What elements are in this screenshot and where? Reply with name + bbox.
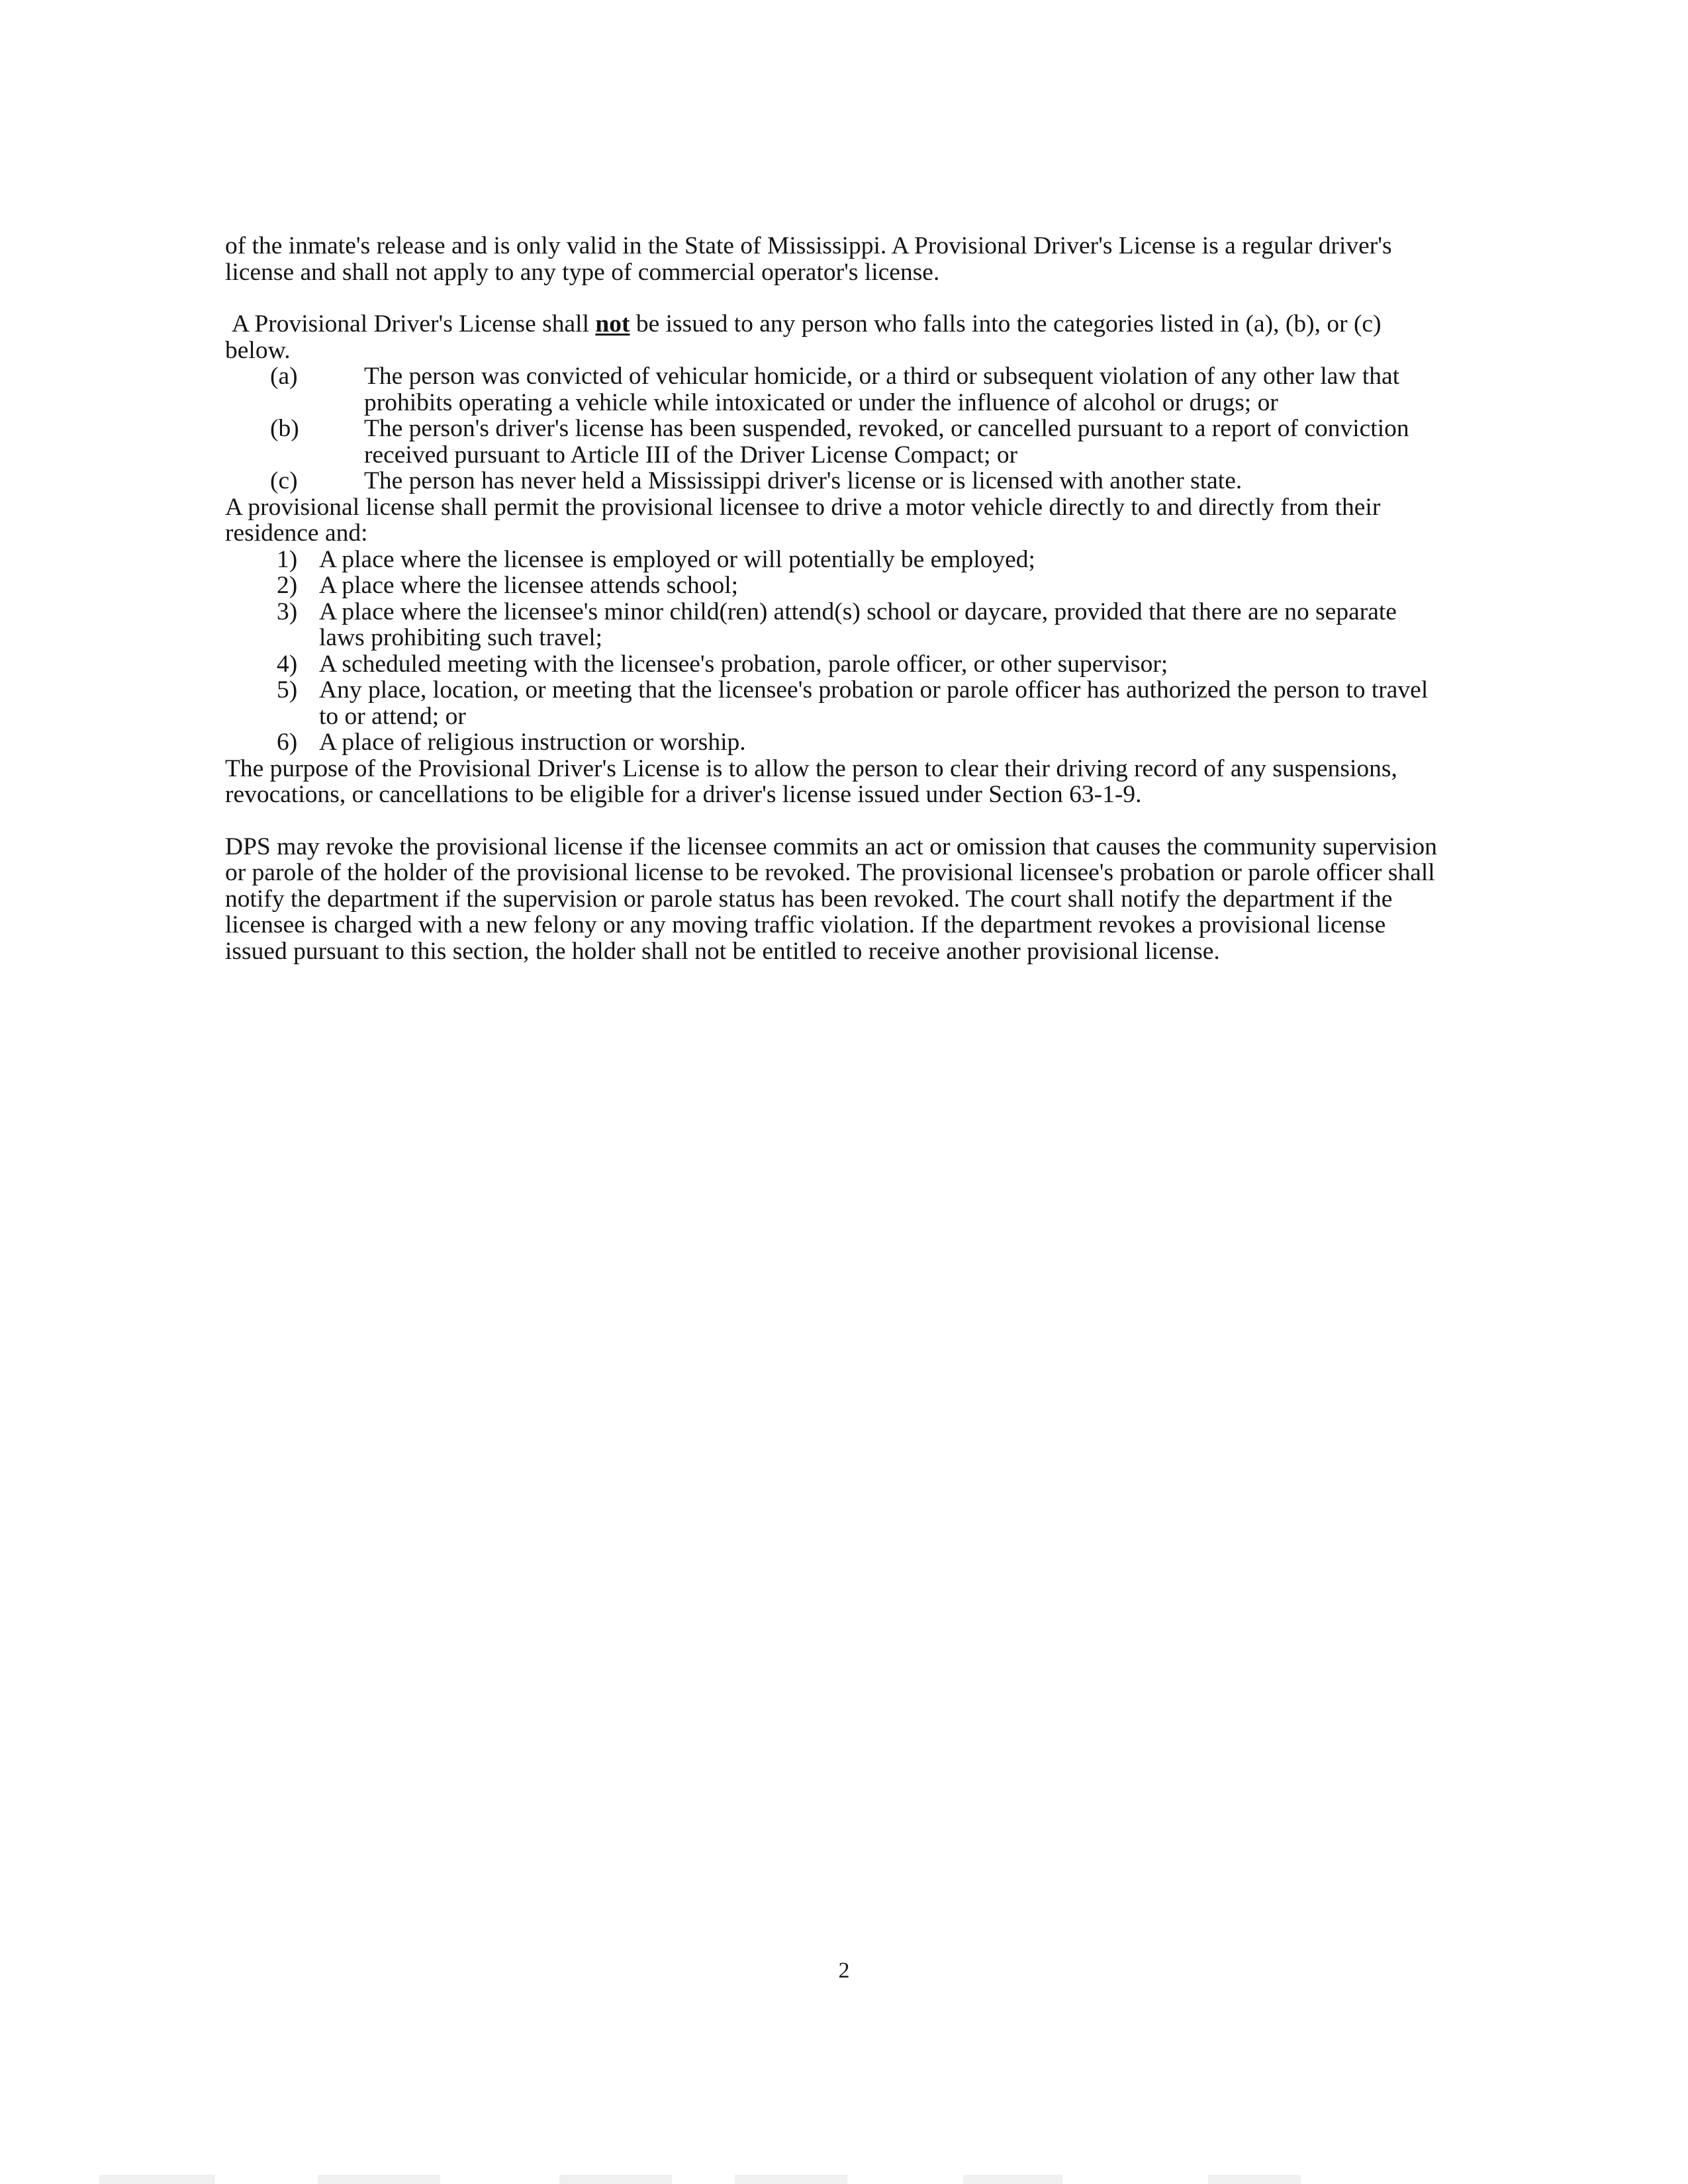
list-marker: 4) [277, 650, 298, 678]
list-marker: (a) [270, 363, 298, 390]
list-item-text: Any place, location, or meeting that the licensee's probation or parole officer has authorized the person to travel to or attend; or [319, 676, 1429, 730]
paragraph-purpose: The purpose of the Provisional Driver's License is to allow the person to clear their driving record of any suspensions, revocations, or cancellations to be eligible for a driver's license issued under Section 63-1-9. [225, 754, 1397, 808]
list-marker: 5) [277, 676, 298, 704]
list-item [225, 599, 1443, 651]
scan-artifact [559, 2175, 672, 2184]
list-item-text: A place where the licensee's minor child(ren) attend(s) school or daycare, provided that there are no separate laws prohibiting such travel; [319, 598, 1397, 651]
page-number: 2 [838, 1958, 850, 1983]
list-marker: 2) [277, 572, 298, 599]
paragraph-opening: of the inmate's release and is only valid in the State of Mississippi. A Provisional Driver's License is a regular driver's license and shall not apply to any type of commercial operator's license. [225, 232, 1392, 286]
list-item [225, 651, 1443, 678]
paragraph-permitted-travel-intro: A provisional license shall permit the provisional licensee to drive a motor vehicle directly to and directly from their residence and: [225, 493, 1381, 547]
list-item-text: The person's driver's license has been suspended, revoked, or cancelled pursuant to a report of conviction received pursuant to Article III of the Driver License Compact; or [364, 415, 1409, 469]
lettered-exclusion-list [225, 363, 1443, 494]
list-item [225, 547, 1443, 573]
list-item-text: A scheduled meeting with the licensee's probation, parole officer, or other supervisor; [319, 650, 1168, 678]
list-item-text: The person was convicted of vehicular homicide, or a third or subsequent violation of any other law that prohibits operating a vehicle while intoxicated or under the influence of alcohol or drugs; or [364, 363, 1400, 416]
list-item [225, 468, 1443, 494]
emphasis-not: not [595, 310, 630, 338]
paragraph-eligibility-intro-prefix: A Provisional Driver's License shall [232, 310, 596, 338]
list-item-text: A place of religious instruction or worship. [319, 729, 746, 756]
list-marker: 6) [277, 729, 298, 756]
list-item [225, 677, 1443, 729]
list-item [225, 416, 1443, 468]
paragraph-eligibility-intro-suffix: be issued to any person who falls into the categories listed in (a), (b), or (c) below. [225, 310, 1382, 364]
list-item-text: A place where the licensee attends school; [319, 572, 739, 599]
list-marker: (b) [270, 415, 299, 442]
paragraph-revocation: DPS may revoke the provisional license if the licensee commits an act or omission that causes the community supervision or parole of the holder of the provisional license to be revoked. The provisional licensee's probation or parole officer shall notify the department if the supervision or parole status has been revoked. The court shall notify the department if the licensee is charged with a new felony or any moving traffic violation. If the department revokes a provisional license issued pursuant to this section, the holder shall not be entitled to receive another provisional license. [225, 833, 1437, 965]
scan-artifact [99, 2175, 215, 2184]
document-body [225, 233, 1443, 964]
numbered-permitted-destinations-list [225, 547, 1443, 756]
scan-artifact [963, 2175, 1062, 2184]
list-item-text: The person has never held a Mississippi driver's license or is licensed with another state. [364, 467, 1243, 494]
scan-artifact [1208, 2175, 1301, 2184]
list-item [225, 363, 1443, 416]
scan-artifact [318, 2175, 440, 2184]
list-marker: 1) [277, 545, 298, 573]
list-marker: 3) [277, 598, 298, 625]
list-item-text: A place where the licensee is employed or will potentially be employed; [319, 545, 1035, 573]
list-marker: (c) [270, 467, 298, 494]
list-item [225, 572, 1443, 599]
list-item [225, 729, 1443, 756]
scan-artifact [735, 2175, 847, 2184]
scan-artifact-band [0, 2164, 1688, 2184]
paragraph-eligibility-intro [225, 311, 1443, 363]
